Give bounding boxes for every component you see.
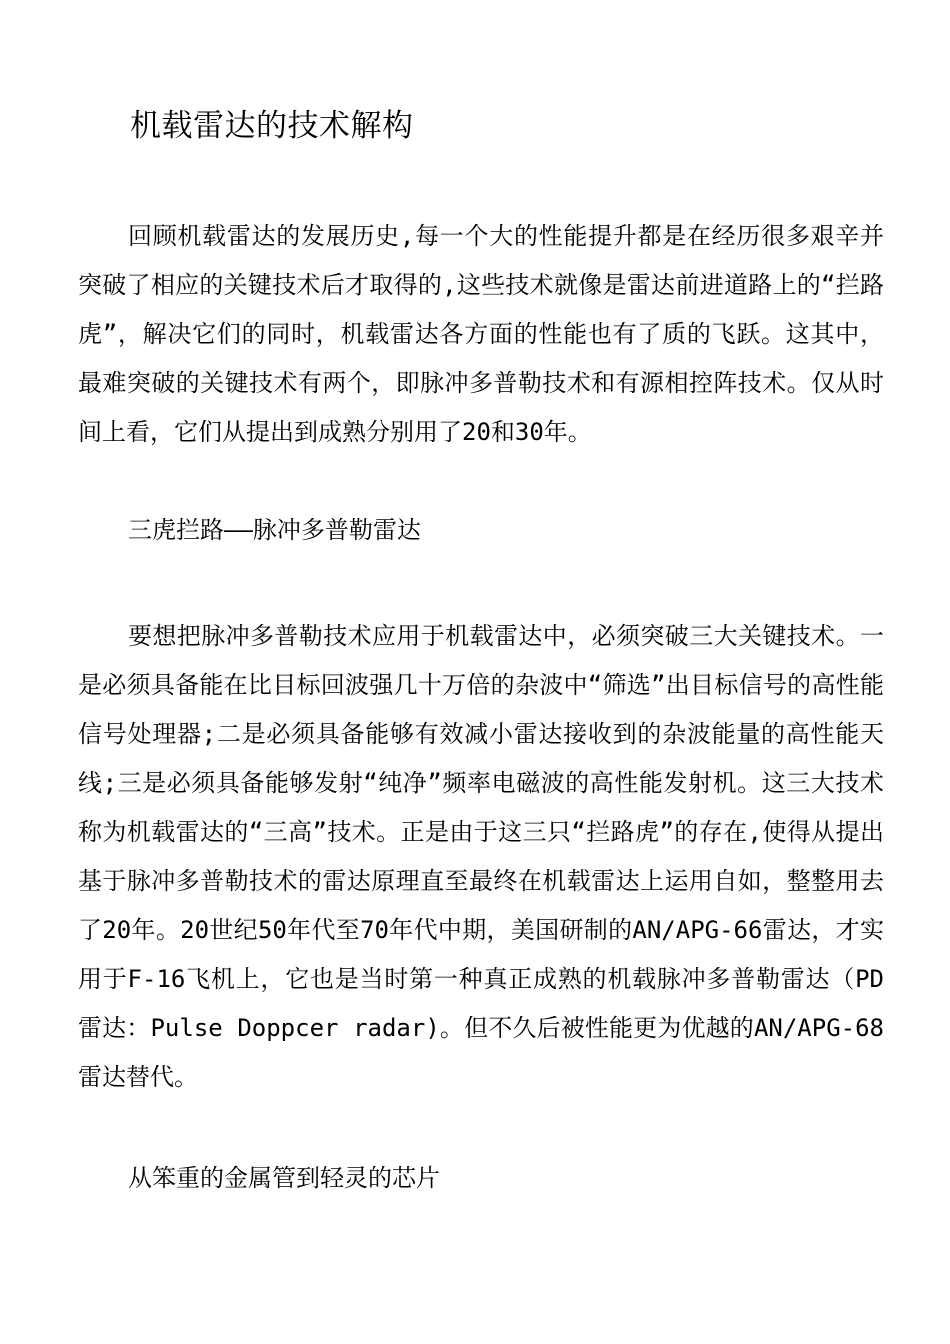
document-title: 机载雷达的技术解构: [130, 108, 414, 144]
pulse-doppler-paragraph: 要想把脉冲多普勒技术应用于机载雷达中，必须突破三大关键技术。一是必须具备能在比目标回波强几十万倍的杂波中“筛选”出目标信号的高性能信号处理器;二是必须具备能够有效减小雷达接收到的杂波能量的高性能天线;三是必须具备能够发射“纯净”频率电磁波的高性能发射机。这三大技术称为机载雷达的“三高”技术。正是由于这三只“拦路虎”的存在,使得从提出基于脉冲多普勒技术的雷达原理直至最终在机载雷达上运用自如，整整用去了20年。20世纪50年代至70年代中期，美国研制的AN/APG-66雷达，才实用于F-16飞机上，它也是当时第一种真正成熟的机载脉冲多普勒雷达（PD雷达：Pulse Doppcer radar)。但不久后被性能更为优越的AN/APG-68雷达替代。: [78, 622, 884, 1091]
intro-paragraph: 回顾机载雷达的发展历史,每一个大的性能提升都是在经历很多艰辛并突破了相应的关键技术后才取得的,这些技术就像是雷达前进道路上的“拦路虎”，解决它们的同时，机载雷达各方面的性能也有了质的飞跃。这其中，最难突破的关键技术有两个，即脉冲多普勒技术和有源相控阵技术。仅从时间上看，它们从提出到成熟分别用了20和30年。: [78, 222, 884, 446]
section-heading-pulse-doppler: 三虎拦路——脉冲多普勒雷达: [128, 516, 421, 544]
section-heading-chips: 从笨重的金属管到轻灵的芯片: [128, 1164, 440, 1192]
